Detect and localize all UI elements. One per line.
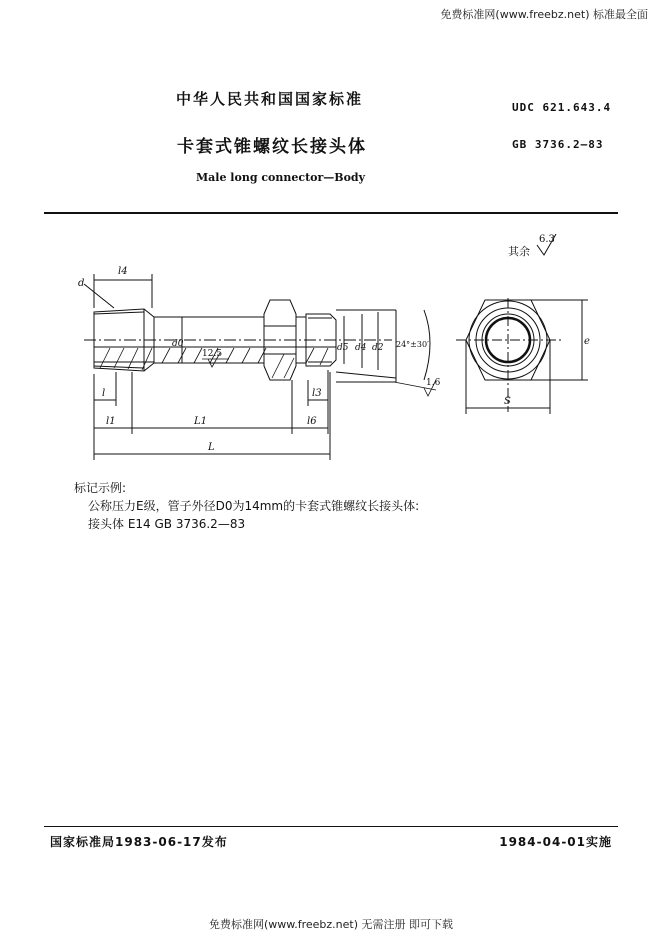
- dim-label-d: d: [78, 278, 85, 289]
- dim-label-l: l: [102, 388, 106, 399]
- surface-other-value: 6.3: [539, 234, 555, 245]
- english-title: Male long connector—Body: [196, 171, 366, 184]
- connector-end-view: [456, 298, 564, 412]
- marking-code: 接头体 E14 GB 3736.2—83: [88, 517, 246, 531]
- dim-label-S: S: [504, 396, 511, 407]
- dim-label-L1: L1: [194, 416, 208, 427]
- udc-code: UDC 621.643.4: [512, 101, 612, 114]
- cone-angle: 24°±30′: [396, 340, 429, 349]
- dim-label-l3: l3: [312, 388, 322, 399]
- gb-code: GB 3736.2—83: [512, 138, 604, 151]
- dim-label-d0: d0: [172, 339, 184, 349]
- marking-description: 公称压力E级，管子外径D0为14mm的卡套式锥螺纹长接头体:: [88, 499, 420, 513]
- marking-example: [74, 479, 419, 533]
- dim-label-l4-top: l4: [118, 266, 128, 277]
- marking-heading: 标记示例:: [74, 481, 127, 495]
- dim-label-l1: l1: [106, 416, 116, 427]
- footer-divider: [44, 826, 618, 827]
- surface-other-label: 其余: [508, 245, 530, 258]
- implement-date: 1984-04-01实施: [499, 835, 612, 849]
- dim-label-e: e: [584, 336, 590, 347]
- chinese-title: 卡套式锥螺纹长接头体: [177, 137, 367, 157]
- dim-label-d5: d5: [337, 343, 349, 353]
- publish-info: 国家标准局1983-06-17发布: [50, 835, 228, 849]
- header-divider: [44, 212, 618, 214]
- roughness-cone-value: 1.6: [426, 378, 441, 388]
- dim-label-d2: d2: [372, 343, 384, 353]
- dim-label-l6: l6: [307, 416, 317, 427]
- dim-label-d4: d4: [355, 343, 367, 353]
- bottom-watermark: 免费标准网(www.freebz.net) 无需注册 即可下载: [208, 918, 454, 931]
- issuing-organization: 中华人民共和国国家标准: [176, 90, 364, 108]
- top-watermark: 免费标准网(www.freebz.net) 标准最全面: [440, 8, 648, 21]
- dim-label-L: L: [208, 442, 215, 453]
- roughness-inner-value: 12.5: [202, 349, 223, 359]
- technical-drawing: [44, 222, 618, 468]
